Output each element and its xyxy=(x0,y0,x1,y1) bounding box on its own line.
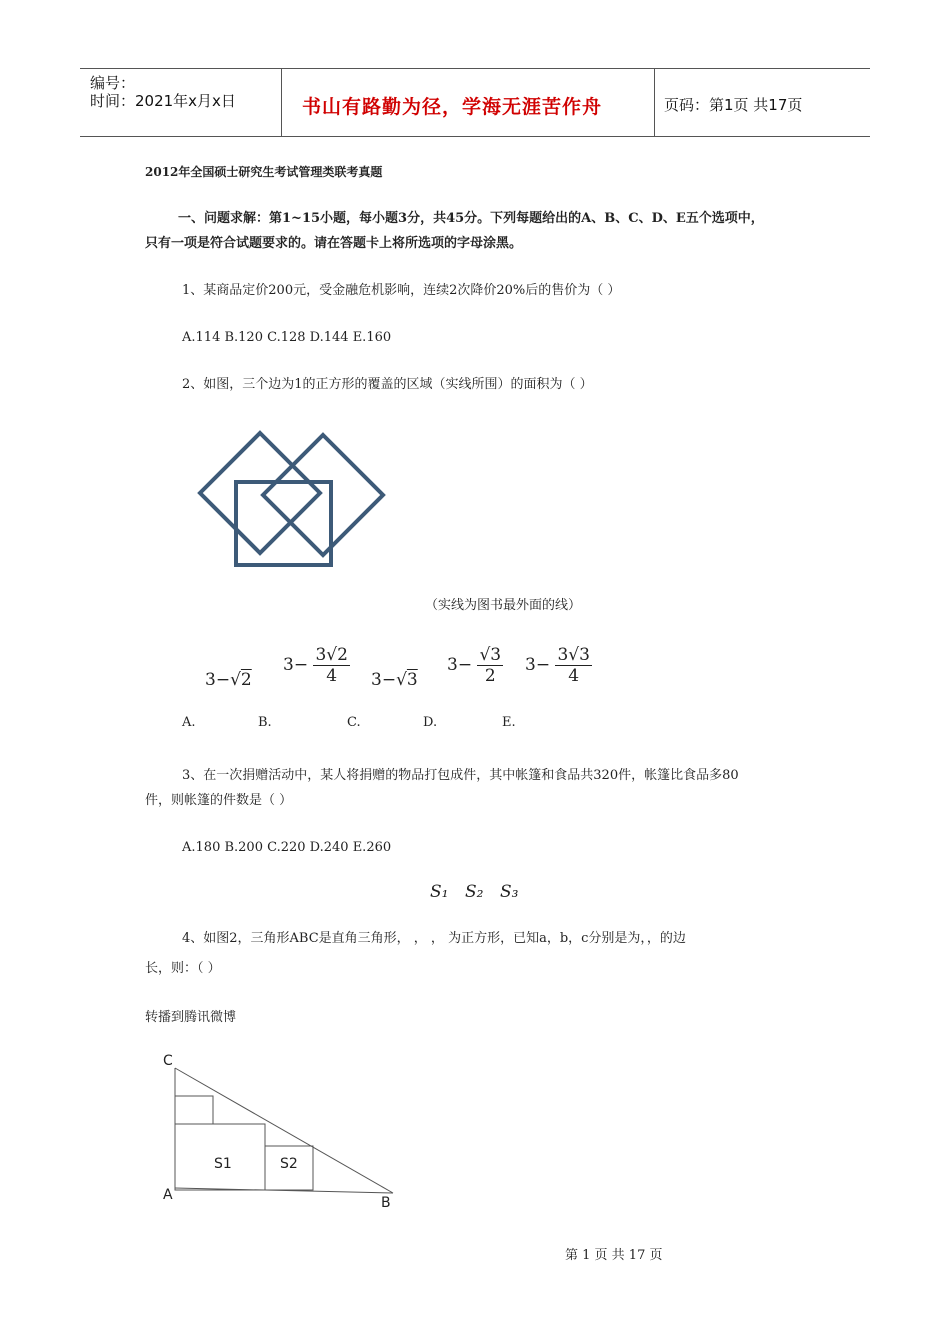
vertex-label-c: C xyxy=(163,1053,173,1069)
formula-b-denominator: 4 xyxy=(326,666,338,686)
share-to-tencent-weibo-link[interactable]: 转播到腾讯微博 xyxy=(145,1010,237,1025)
section-instruction-line-1: 一、问题求解：第1~15小题，每小题3分，共45分。下列每题给出的A、B、C、D、E五个选项中， xyxy=(178,211,764,226)
question-2-caption: （实线为图书最外面的线） xyxy=(425,598,582,613)
formula-option-a xyxy=(205,670,252,690)
formula-e-fraction xyxy=(555,645,591,686)
overlapping-squares-figure xyxy=(190,425,390,575)
formula-option-e xyxy=(525,645,592,686)
question-3-options: A.180 B.200 C.220 D.240 E.260 xyxy=(182,840,392,855)
formula-a-radicand: 2 xyxy=(240,670,252,690)
region-label-s2: S2 xyxy=(280,1156,298,1172)
vertex-label-b: B xyxy=(381,1195,391,1211)
radical-c-icon: √ xyxy=(396,670,407,690)
region-label-s1: S1 xyxy=(214,1156,232,1172)
formula-option-b xyxy=(283,645,350,686)
option-letter-a: A. xyxy=(182,715,196,730)
page-indicator: 页码：第1页 共17页 xyxy=(664,96,803,114)
option-letter-e: E. xyxy=(502,715,516,730)
formula-e-left: 3− xyxy=(525,655,551,675)
question-4-line-2: 长，则：（ ） xyxy=(145,961,221,976)
option-letter-c: C. xyxy=(347,715,361,730)
option-letter-d: D. xyxy=(423,715,438,730)
formula-c-radicand: 3 xyxy=(406,670,418,690)
header-motto: 书山有路勤为径，学海无涯苦作舟 xyxy=(302,96,603,118)
formula-e-numerator: 3√3 xyxy=(557,645,590,665)
formula-b-fraction xyxy=(313,645,349,686)
formula-d-fraction xyxy=(477,645,503,686)
section-instruction-line-2: 只有一项是符合试题要求的。请在答题卡上将所选项的字母涂黑。 xyxy=(145,236,523,251)
formula-d-numerator: √3 xyxy=(479,645,502,665)
formula-option-d xyxy=(447,645,503,686)
question-4-line-1: 4、如图2，三角形ABC是直角三角形， ， ， 为正方形，已知a，b，c分别是为，，的边 xyxy=(182,931,686,946)
right-triangle-figure xyxy=(155,1048,405,1218)
s3-symbol: S₃ xyxy=(500,882,519,902)
document-title: 2012年全国硕士研究生考试管理类联考真题 xyxy=(145,165,383,179)
formula-c-left: 3− xyxy=(371,670,397,690)
s1-symbol: S₁ xyxy=(430,882,449,902)
doc-number-label: 编号： xyxy=(90,74,136,92)
page-footer: 第 1 页 共 17 页 xyxy=(565,1248,663,1263)
formula-b-numerator: 3√2 xyxy=(315,645,348,665)
square-s3 xyxy=(175,1096,213,1124)
formula-option-c xyxy=(371,670,418,690)
header-divider-1 xyxy=(281,68,282,136)
formula-b-left: 3− xyxy=(283,655,309,675)
doc-time-label: 时间：2021年x月x日 xyxy=(90,92,236,110)
formula-d-denominator: 2 xyxy=(484,666,496,686)
s2-symbol: S₂ xyxy=(465,882,484,902)
question-3-line-2: 件，则帐篷的件数是（ ） xyxy=(145,793,293,808)
formula-a-left: 3− xyxy=(205,670,231,690)
header-top-border xyxy=(80,68,870,69)
formula-e-denominator: 4 xyxy=(568,666,580,686)
question-2: 2、如图，三个边为1的正方形的覆盖的区域（实线所围）的面积为（ ） xyxy=(182,377,593,392)
formula-d-left: 3− xyxy=(447,655,473,675)
question-3-line-1: 3、在一次捐赠活动中，某人将捐赠的物品打包成件，其中帐篷和食品共320件，帐篷比食品多80 xyxy=(182,768,739,783)
header-divider-2 xyxy=(654,68,655,136)
question-1-options: A.114 B.120 C.128 D.144 E.160 xyxy=(182,330,392,345)
vertex-label-a: A xyxy=(163,1187,173,1203)
radical-a-icon: √ xyxy=(230,670,241,690)
option-letter-b: B. xyxy=(258,715,272,730)
question-1: 1、某商品定价200元，受金融危机影响，连续2次降价20%后的售价为（ ） xyxy=(182,283,621,298)
header-bottom-border xyxy=(80,136,870,137)
triangle-hypotenuse xyxy=(175,1068,393,1193)
